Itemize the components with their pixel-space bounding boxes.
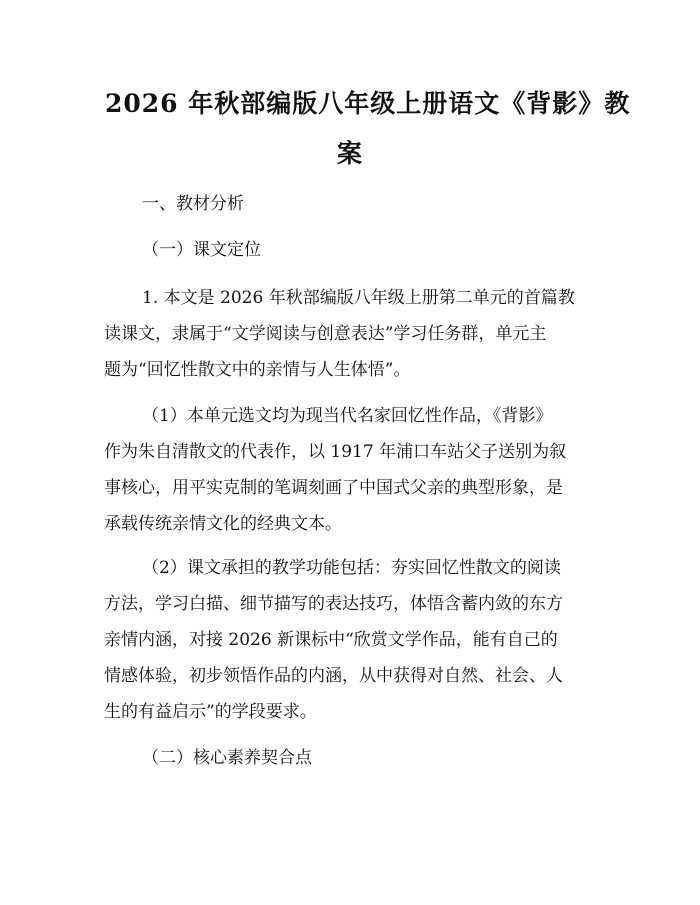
- paragraph-3: [104, 550, 609, 730]
- paragraph-line: 生的有益启示”的学段要求。: [104, 702, 317, 722]
- paragraph-line: （1）本单元选文均为现当代名家回忆性作品，《背影》: [142, 406, 553, 426]
- paragraph-line: 方法，学习白描、细节描写的表达技巧，体悟含蓄内敛的东方: [104, 594, 563, 614]
- paragraph-line: 情感体验，初步领悟作品的内涵，从中获得对自然、社会、人: [104, 666, 563, 686]
- paragraph-line: （2）课文承担的教学功能包括：夯实回忆性散文的阅读: [142, 558, 561, 578]
- paragraph-line: 承载传统亲情文化的经典文本。: [104, 514, 342, 534]
- subsection-heading-text-positioning: （一）课文定位: [142, 240, 261, 260]
- title-line: 案: [336, 139, 363, 168]
- paragraph-1: [104, 280, 609, 388]
- document-title: [105, 82, 631, 176]
- subsection-heading-core-literacy: （二）核心素养契合点: [142, 748, 312, 768]
- paragraph-line: 事核心，用平实克制的笔调刻画了中国式父亲的典型形象，是: [104, 478, 563, 498]
- paragraph-line: 读课文，隶属于“文学阅读与创意表达”学习任务群，单元主: [104, 324, 547, 344]
- paragraph-line: 作为朱自清散文的代表作，以 1917 年浦口车站父子送别为叙: [104, 442, 567, 462]
- paragraph-line: 1. 本文是 2026 年秋部编版八年级上册第二单元的首篇教: [142, 288, 575, 308]
- title-line: 2026 年秋部编版八年级上册语文《背影》教: [105, 89, 631, 118]
- paragraph-2: [104, 398, 609, 542]
- paragraph-line: 亲情内涵，对接 2026 新课标中“欣赏文学作品，能有自己的: [104, 630, 558, 650]
- paragraph-line: 题为“回忆性散文中的亲情与人生体悟”。: [104, 360, 411, 380]
- section-heading-textbook-analysis: 一、教材分析: [142, 194, 244, 214]
